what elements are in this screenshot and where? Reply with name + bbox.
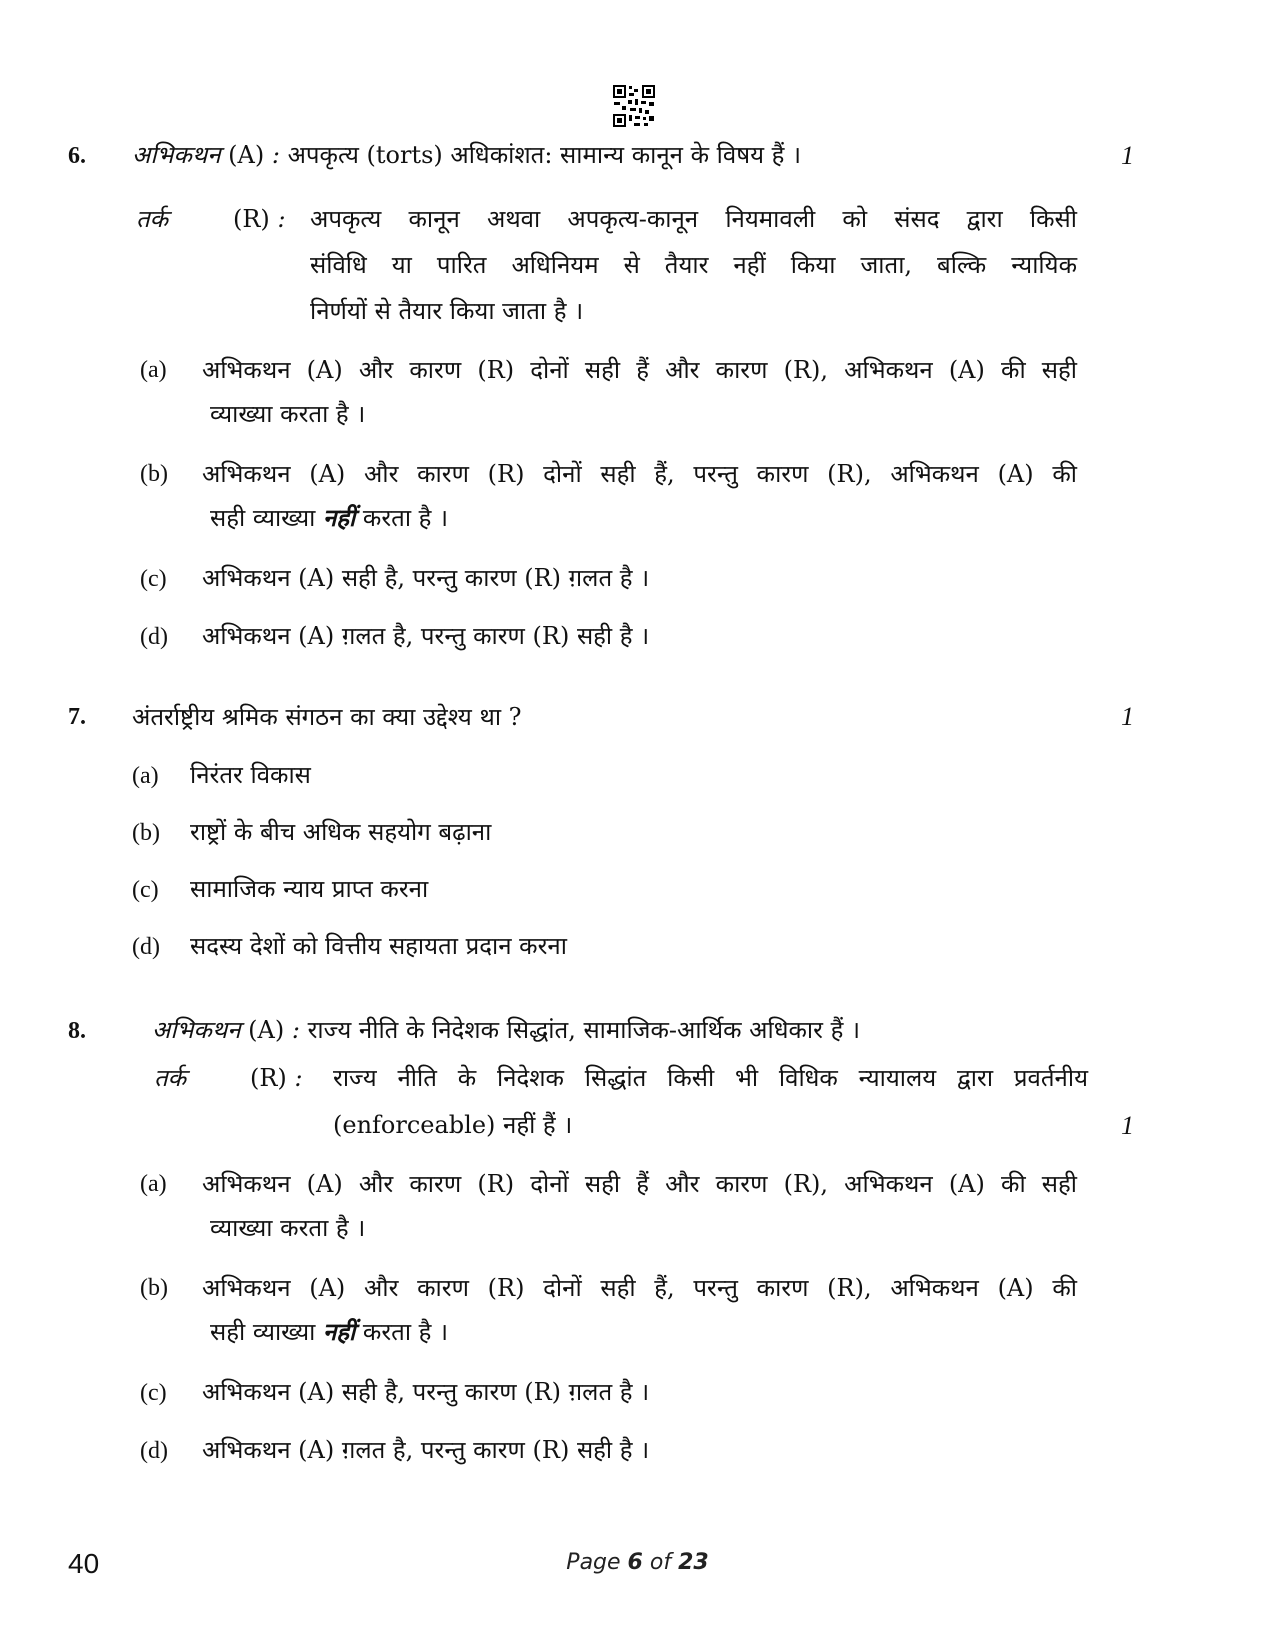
question-marks: 1 [1121, 1111, 1134, 1140]
option-text: अभिकथन (A) और कारण (R) दोनों सही हैं, परन्तु कारण (R), अभिकथन (A) की [202, 460, 1077, 488]
question-marks: 1 [1121, 702, 1134, 731]
reason-tag: (R) [250, 1064, 287, 1092]
page-prefix: Page [566, 1550, 621, 1575]
option-label: (a) [140, 357, 167, 383]
assertion-tag: (A) [248, 1016, 285, 1044]
page-total: 23 [678, 1550, 709, 1575]
option-text [210, 495, 448, 541]
option-text: निरंतर विकास [190, 761, 311, 789]
option-label: (b) [132, 820, 160, 846]
assertion-tag: (A) [228, 141, 265, 169]
assertion-label: अभिकथन [132, 141, 221, 169]
reason-tag: (R) [233, 205, 270, 233]
reason-line: निर्णयों से तैयार किया जाता है । [310, 297, 584, 325]
option-label: (b) [140, 1275, 168, 1301]
reason-line: (enforceable) नहीं हैं । [333, 1111, 573, 1139]
option-label: (d) [132, 934, 160, 960]
option-text-part: करता है । [362, 1318, 449, 1346]
question-number: 6. [68, 143, 86, 169]
option-label: (a) [140, 1171, 167, 1197]
reason-colon: : [277, 205, 286, 233]
option-text: अभिकथन (A) ग़लत है, परन्तु कारण (R) सही है । [202, 1436, 650, 1464]
option-text: व्याख्या करता है । [210, 400, 366, 428]
page-indicator [0, 1550, 1275, 1575]
option-label: (d) [140, 624, 168, 650]
option-text: सामाजिक न्याय प्राप्त करना [190, 875, 429, 903]
assertion-line [132, 132, 1092, 178]
page-of: of [649, 1550, 672, 1575]
option-label: (c) [140, 566, 167, 592]
option-label: (c) [132, 877, 159, 903]
option-label: (b) [140, 461, 168, 487]
assertion-colon: : [291, 1016, 300, 1044]
question-number: 7. [68, 704, 86, 730]
option-text: व्याख्या करता है । [210, 1214, 366, 1242]
reason-tag-line [250, 1055, 303, 1101]
reason-label: तर्क [154, 1064, 187, 1092]
option-label: (c) [140, 1380, 167, 1406]
reason-line: अपकृत्य कानून अथवा अपकृत्य-कानून नियमावली को संसद द्वारा किसी [310, 205, 1077, 233]
option-text-part: करता है । [362, 504, 449, 532]
qr-code-icon [612, 84, 656, 128]
emphasis-not: नहीं [322, 503, 356, 532]
reason-line: राज्य नीति के निदेशक सिद्धांत किसी भी विधिक न्यायालय द्वारा प्रवर्तनीय [333, 1064, 1088, 1092]
reason-label: तर्क [136, 205, 169, 233]
assertion-colon: : [271, 141, 280, 169]
reason-colon: : [294, 1064, 303, 1092]
assertion-text: अपकृत्य (torts) अधिकांशत: सामान्य कानून के विषय हैं । [287, 141, 802, 169]
option-label: (a) [132, 763, 159, 789]
option-text: राष्ट्रों के बीच अधिक सहयोग बढ़ाना [190, 818, 492, 846]
assertion-line [152, 1007, 1072, 1053]
footer-code: 40 [68, 1548, 100, 1579]
option-text: अभिकथन (A) सही है, परन्तु कारण (R) ग़लत है । [202, 564, 650, 592]
option-text: अभिकथन (A) ग़लत है, परन्तु कारण (R) सही है । [202, 622, 650, 650]
option-text-part: सही व्याख्या [210, 504, 316, 532]
page-current: 6 [627, 1550, 643, 1575]
assertion-text: राज्य नीति के निदेशक सिद्धांत, सामाजिक-आर्थिक अधिकार हैं । [307, 1016, 861, 1044]
option-label: (d) [140, 1438, 168, 1464]
option-text [210, 1309, 448, 1355]
option-text: अभिकथन (A) और कारण (R) दोनों सही हैं और कारण (R), अभिकथन (A) की सही [202, 1170, 1077, 1198]
question-marks: 1 [1121, 141, 1134, 170]
emphasis-not: नहीं [322, 1317, 356, 1346]
option-text: अभिकथन (A) और कारण (R) दोनों सही हैं और कारण (R), अभिकथन (A) की सही [202, 356, 1077, 384]
assertion-label: अभिकथन [152, 1016, 241, 1044]
reason-tag-line [233, 196, 286, 242]
option-text: सदस्य देशों को वित्तीय सहायता प्रदान करना [190, 932, 567, 960]
reason-line: संविधि या पारित अधिनियम से तैयार नहीं किया जाता, बल्कि न्यायिक [310, 251, 1077, 279]
question-number: 8. [68, 1018, 86, 1044]
option-text-part: सही व्याख्या [210, 1318, 316, 1346]
option-text: अभिकथन (A) और कारण (R) दोनों सही हैं, परन्तु कारण (R), अभिकथन (A) की [202, 1274, 1077, 1302]
option-text: अभिकथन (A) सही है, परन्तु कारण (R) ग़लत है । [202, 1378, 650, 1406]
question-text: अंतर्राष्ट्रीय श्रमिक संगठन का क्या उद्देश्य था ? [132, 703, 522, 731]
